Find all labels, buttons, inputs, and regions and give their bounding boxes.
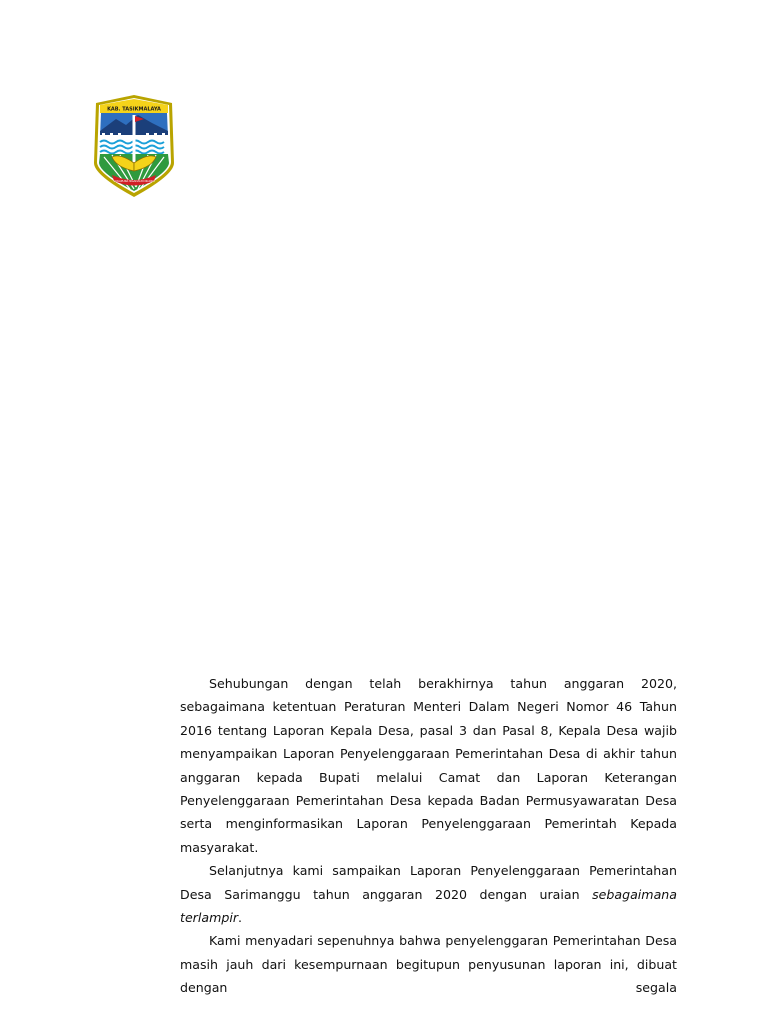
paragraph-2-text: Selanjutnya kami sampaikan Laporan Penyelenggaraan Pemerintahan Desa Sarimanggu tahun anggaran 2020 dengan uraian	[180, 863, 677, 902]
letter-body	[180, 672, 677, 1000]
kabupaten-tasikmalaya-emblem-icon	[90, 93, 178, 199]
kabupaten-tasikmalaya-emblem	[90, 93, 178, 199]
paragraph-1: Sehubungan dengan telah berakhirnya tahun anggaran 2020, sebagaimana ketentuan Peraturan Menteri Dalam Negeri Nomor 46 Tahun 2016 tentang Laporan Kepala Desa, pasal 3 dan Pasal 8, Kepala Desa wajib menyampaikan Laporan Penyelenggaraan Pemerintahan Desa di akhir tahun anggaran kepada Bupati melalui Camat dan Laporan Keterangan Penyelenggaraan Pemerintahan Desa kepada Badan Permusyawaratan Desa serta menginformasikan Laporan Penyelenggaraan Pemerintah Kepada masyarakat.	[180, 676, 677, 855]
paragraph-2-end: .	[238, 910, 243, 926]
paragraph-2-italic: sebagaimana terlampir	[180, 886, 677, 926]
emblem-motto-text: SUKAPURA NGADAUN NGORA	[113, 179, 155, 183]
emblem-banner-text: KAB. TASIKMALAYA	[107, 106, 161, 113]
paragraph-2	[180, 859, 677, 929]
paragraph-3: Kami menyadari sepenuhnya bahwa penyelenggaran Pemerintahan Desa masih jauh dari kesempurnaan begitupun penyusunan laporan ini, dibuat dengan segala	[180, 933, 677, 996]
